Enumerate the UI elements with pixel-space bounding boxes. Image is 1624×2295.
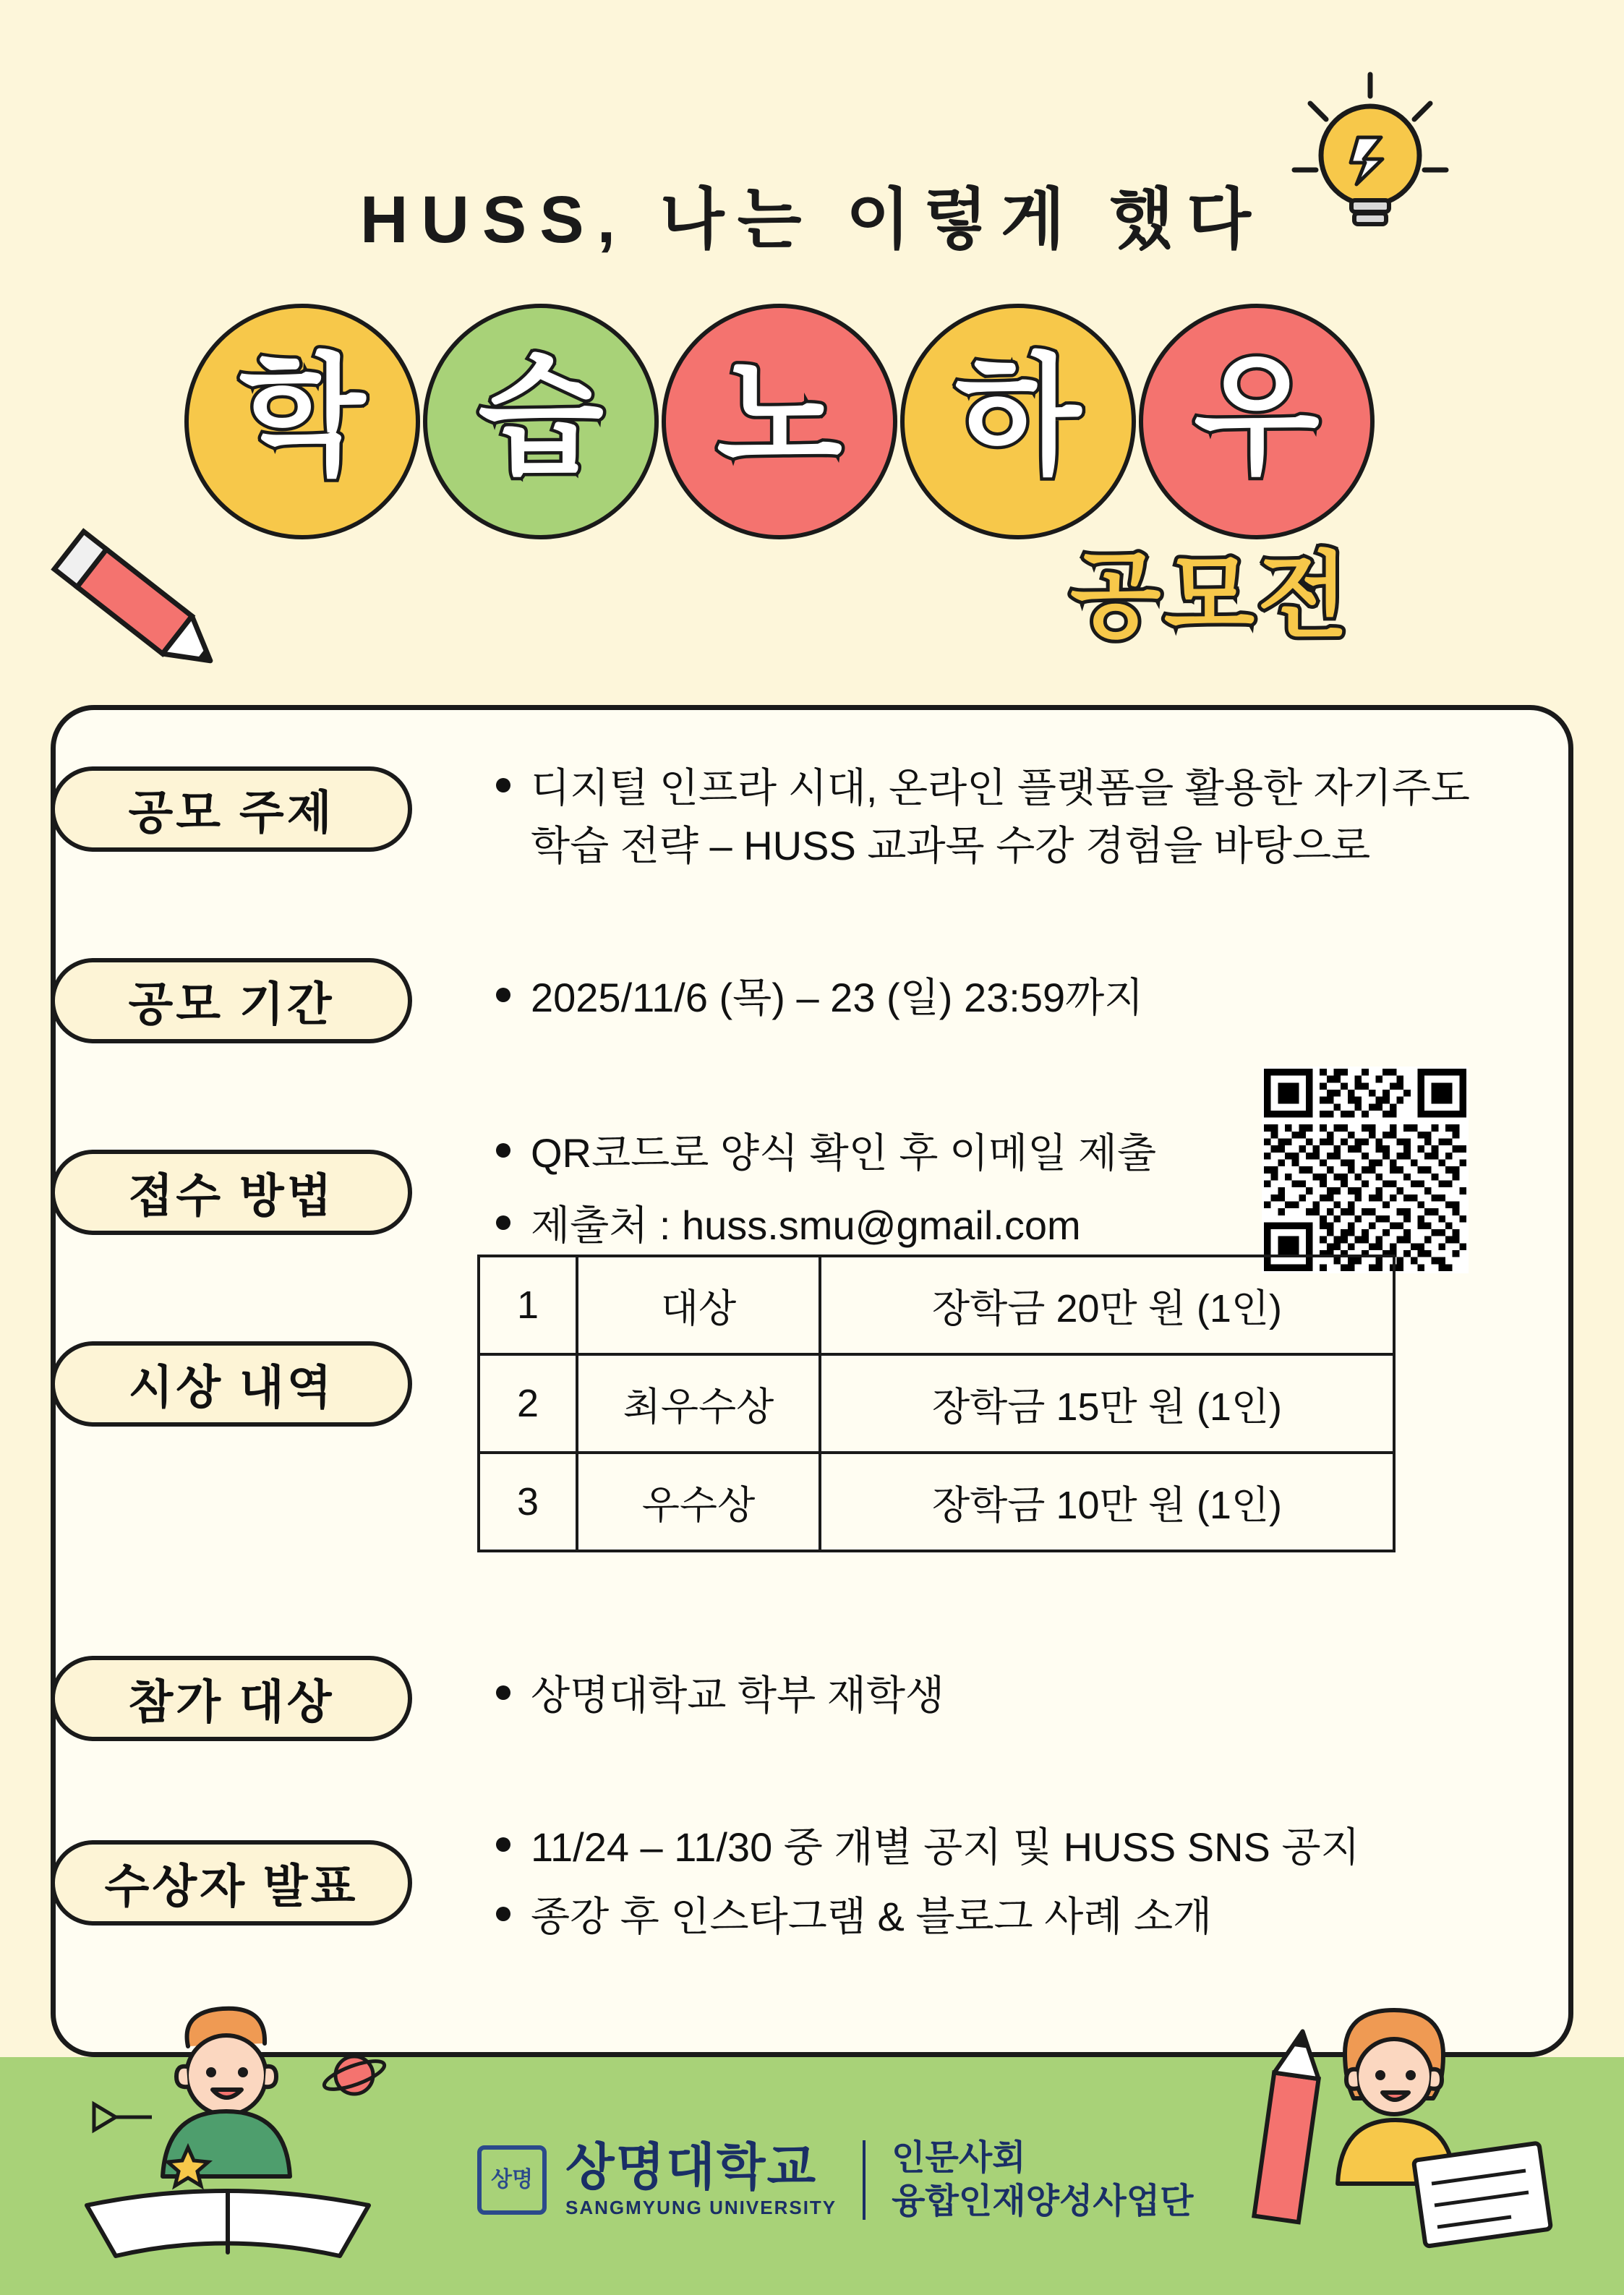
content-submission (492, 1124, 1244, 1260)
awards-table (477, 1255, 1396, 1552)
award-no: 3 (479, 1453, 577, 1551)
title-letter: 하 (955, 344, 1081, 490)
child-reading-illustration (43, 1967, 419, 2292)
sangmyung-logo-icon: 상명 (477, 2145, 547, 2215)
award-prize: 장학금 20만 원 (1인) (820, 1256, 1394, 1354)
child-with-pencil-illustration (1222, 1967, 1598, 2292)
qr-caption (0, 0, 1, 1)
title-letter: 노 (717, 344, 842, 490)
pencil-icon (29, 499, 246, 709)
footer-logo (477, 2137, 1193, 2223)
row-awards (51, 1341, 412, 1427)
content-period (492, 969, 1490, 1033)
poster-headline: HUSS, 나는 이렇게 했다 (360, 183, 1264, 257)
topic-text: 디지털 인프라 시대, 온라인 플랫폼을 활용한 자기주도 학습 전략 – HUSS 교과목 수강 경험을 바탕으로 (492, 759, 1490, 874)
label-awards: 시상 내역 (51, 1341, 412, 1427)
award-name: 우수상 (577, 1453, 820, 1551)
row-topic (51, 766, 412, 852)
title-letter: 학 (239, 344, 365, 490)
title-circle-4 (900, 304, 1136, 539)
award-prize: 장학금 15만 원 (1인) (820, 1354, 1394, 1453)
label-eligibility: 참가 대상 (51, 1656, 412, 1741)
award-name: 최우수상 (577, 1354, 820, 1453)
title-letter: 습 (478, 344, 604, 490)
award-name: 대상 (577, 1256, 820, 1354)
logo-divider (863, 2140, 866, 2220)
content-announcement (492, 1819, 1490, 1951)
title-circles (184, 304, 1450, 542)
award-no: 2 (479, 1354, 577, 1453)
period-text: 2025/11/6 (목) – 23 (일) 23:59까지 (492, 969, 1490, 1027)
content-topic (492, 759, 1490, 880)
poster-subtitle: 공모전 (1070, 543, 1351, 649)
content-eligibility (492, 1667, 1432, 1730)
title-circle-2 (423, 304, 659, 539)
lightbulb-icon (1280, 69, 1461, 242)
award-prize: 장학금 10만 원 (1인) (820, 1453, 1394, 1551)
table-row (479, 1354, 1394, 1453)
table-row (479, 1453, 1394, 1551)
submission-step-1: QR코드로 양식 확인 후 이메일 제출 (492, 1124, 1244, 1182)
label-topic: 공모 주제 (51, 766, 412, 852)
university-name-en: SANGMYUNG UNIVERSITY (565, 2196, 837, 2218)
title-circle-5 (1139, 304, 1375, 539)
row-submission (51, 1150, 412, 1235)
department-line-1: 인문사회 (892, 2139, 1026, 2177)
row-eligibility (51, 1656, 412, 1741)
title-circle-3 (662, 304, 897, 539)
table-row (479, 1256, 1394, 1354)
label-period: 공모 기간 (51, 958, 412, 1043)
submission-step-2: 제출처 : huss.smu@gmail.com (492, 1197, 1244, 1255)
department-line-2: 융합인재양성사업단 (892, 2182, 1194, 2221)
title-letter: 우 (1194, 344, 1320, 490)
award-no: 1 (479, 1256, 577, 1354)
announcement-line-2: 종강 후 인스타그램 & 블로그 사례 소개 (492, 1888, 1490, 1946)
qr-code-icon[interactable] (1262, 1067, 1469, 1273)
label-announcement: 수상자 발표 (51, 1840, 412, 1926)
row-announcement (51, 1840, 412, 1926)
eligibility-text: 상명대학교 학부 재학생 (492, 1667, 1432, 1725)
university-name-kr: 상명대학교 (565, 2138, 818, 2195)
label-submission: 접수 방법 (51, 1150, 412, 1235)
announcement-line-1: 11/24 – 11/30 중 개별 공지 및 HUSS SNS 공지 (492, 1819, 1490, 1876)
row-period (51, 958, 412, 1043)
